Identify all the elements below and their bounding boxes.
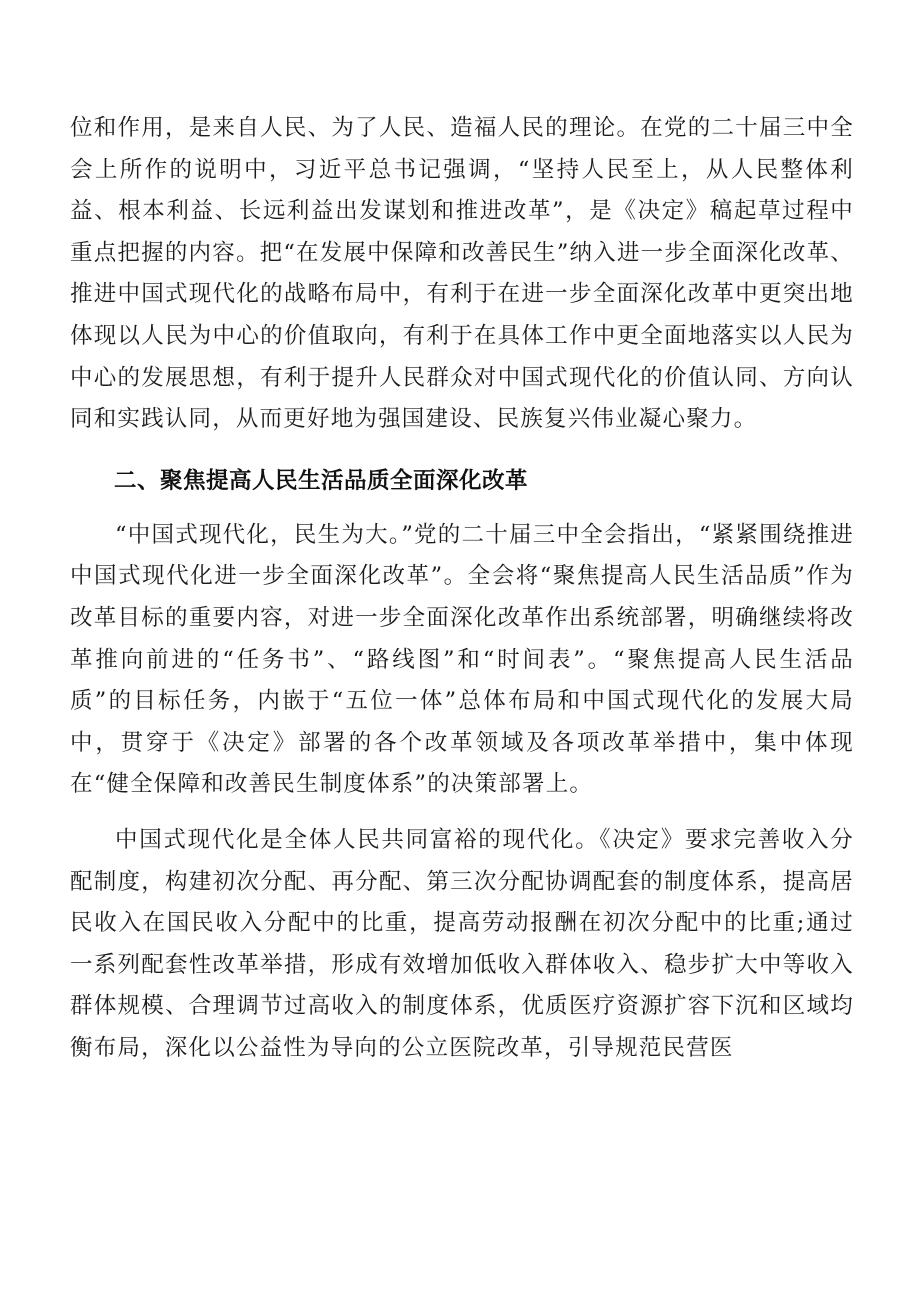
paragraph-gap	[70, 806, 854, 820]
body-paragraph-2: “中国式现代化，民生为大。”党的二十届三中全会指出，“紧紧围绕推进中国式现代化进一步全面深化改革”。全会将“聚焦提高人民生活品质”作为改革目标的重要内容，对进一步全面深化改革作出系统部署，明确继续将改革推向前进的“任务书”、“路线图”和“时间表”。“聚焦提高人民生活品质”的目标任务，内嵌于“五位一体”总体布局和中国式现代化的发展大局中，贯穿于《决定》部署的各个改革领域及各项改革举措中，集中体现在“健全保障和改善民生制度体系”的决策部署上。	[70, 521, 854, 798]
body-paragraph-1: 位和作用，是来自人民、为了人民、造福人民的理论。在党的二十届三中全会上所作的说明中，习近平总书记强调，“坚持人民至上，从人民整体利益、根本利益、长远利益出发谋划和推进改革”，是《决定》稿起草过程中重点把握的内容。把“在发展中保障和改善民生”纳入进一步全面深化改革、推进中国式现代化的战略布局中，有利于在进一步全面深化改革中更突出地体现以人民为中心的价值取向，有利于在具体工作中更全面地落实以人民为中心的发展思想，有利于提升人民群众对中国式现代化的价值认同、方向认同和实践认同，从而更好地为强国建设、民族复兴伟业凝心聚力。	[70, 115, 854, 433]
body-paragraph-3: 中国式现代化是全体人民共同富裕的现代化。《决定》要求完善收入分配制度，构建初次分配、再分配、第三次分配协调配套的制度体系，提高居民收入在国民收入分配中的比重，提高劳动报酬在初次分配中的比重;通过一系列配套性改革举措，形成有效增加低收入群体收入、稳步扩大中等收入群体规模、合理调节过高收入的制度体系，优质医疗资源扩容下沉和区域均衡布局，深化以公益性为导向的公立医院改革，引导规范民营医	[70, 826, 854, 1061]
section-heading: 二、聚焦提高人民生活品质全面深化改革	[114, 467, 529, 494]
